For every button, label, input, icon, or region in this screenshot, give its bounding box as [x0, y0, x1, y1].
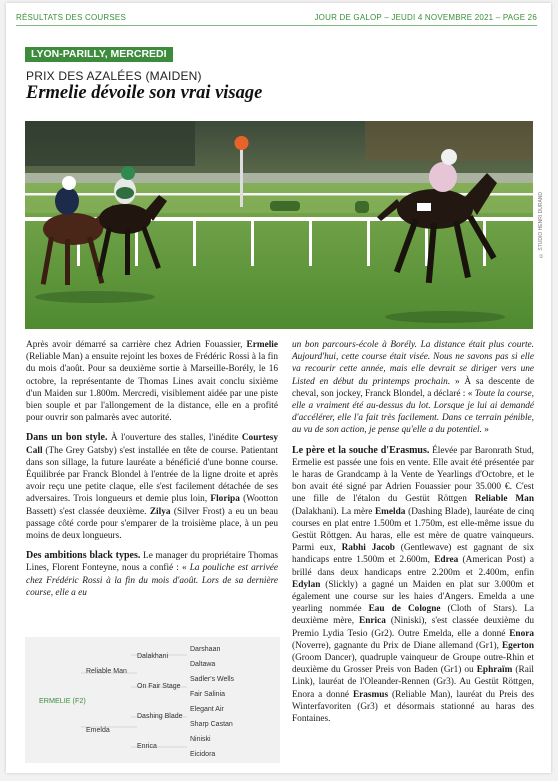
pedigree-gen2-1: Dalakhani: [137, 653, 169, 660]
pedigree-gen2-2: On Fair Stage: [137, 683, 181, 690]
subhead-bon-style: Dans un bon style.: [26, 432, 108, 444]
pedigree-gen3-7: Niniski: [190, 736, 211, 743]
publication-info: JOUR DE GALOP – JEUDI 4 NOVEMBRE 2021 – PAGE 26: [314, 13, 537, 22]
magazine-page: [6, 3, 551, 773]
pedigree-gen3-8: Eicidora: [190, 751, 216, 758]
pedigree-dam: Emelda: [86, 727, 110, 734]
race-name: PRIX DES AZALÉES (MAIDEN): [26, 69, 202, 83]
subhead-pere-souche: Le père et la souche d'Erasmus.: [292, 444, 430, 456]
pedigree-gen2-4: Enrica: [137, 743, 157, 750]
pedigree-sire: Reliable Man: [86, 668, 127, 675]
page-header: [16, 13, 537, 27]
paragraph-pedigree: Le père et la souche d'Erasmus. Élevée par Baronrath Stud, Ermelie est passée une fois en vente. Elle avait été présentée par le haras de Grandcamp à la Vente de Yearlings d'Octobre, et le bon avait été signé par Adrien Fouassier pour 35.000 €. C'est une fille de l'étalon du Gestüt Röttgen Reliable Man (Dalakhani). La mère Emelda (Dashing Blade), lauréate de cinq courses en plat entre 1.500m et 1.750m, est elle-même issue du Gestüt Röttgen. Au haras, elle est mère de quatre vainqueurs. Parmi eux, Rabhi Jacob (Gentlewave) est gagnant de six handicaps entre 1.500m et 2.600m, Edrea (American Post) a brillé dans deux handicaps entre 2.200m et 2.400m, enfin Edylan (Slickly) a gagné un Maiden en plat sur 3.000m et également une course sur les haies d'Angers. Emelda a une yearling nommée Eau de Cologne (Cloth of Stars). La deuxième mère, Enrica (Niniski), s'est classée deuxième du Premio Lydia Tesio (Gr2). Outre Emelda, elle a donné Enora (Noverre), gagnante du Prix de Diane allemand (Gr1), Egerton (Groom Dancer), quadruple vainqueur de Groupe outre-Rhin et deuxième du Grosser Preis von Baden (Gr1) ou Ephraïm (Rail Link), lauréat de l'Oleander-Rennen (Gr3). Au Gestüt Röttgen, Enora a donné Erasmus (Reliable Man), lauréat du Preis des Winterfavoriten (Gr3) et désormais stationné au haras des Fontaines.: [292, 444, 535, 725]
pedigree-gen3-1: Darshaan: [190, 646, 221, 653]
article-column-1: [26, 339, 278, 607]
section-label: RÉSULTATS DES COURSES: [16, 13, 126, 22]
pedigree-gen3-6: Sharp Castan: [190, 721, 233, 728]
pedigree-gen3-3: Sadler's Wells: [190, 676, 234, 683]
paragraph-quotes: un bon parcours-école à Borély. La distance était plus courte. Aujourd'hui, cette course était visée. Nous ne savons pas si elle va recourir cette année, mais elle devrait se diriger vers une Listed en début du printemps prochain. » À sa descente de cheval, son jockey, Franck Blondel, a déclaré : « Toute la course, elle a vraiment été au-dessus du lot. Lorsque je lui ai demandé d'accélérer, elle l'a fait très facilement. Dans ce terrain pénible, au vu de son action, je pense qu'elle a du potentiel. »: [292, 340, 535, 436]
pedigree-table: [25, 637, 280, 763]
paragraph-race: Dans un bon style. À l'ouverture des stalles, l'inédite Courtesy Call (The Grey Gatsby) s'est installée en tête de course. Patientant dans son sillage, la future lauréate a bénéficié d'une bonne course. Équilibrée par Franck Blondel à l'entrée de la ligne droite et après avoir reçu une petite claque, elle s'est facilement détachée de ses adversaires. Trois longueurs et demie plus loin, Floripa (Wootton Bassett) s'est classée deuxième. Zilya (Silver Frost) a eu un beau passage côté corde pour s'emparer de la troisième place, à un peu moins de deux longueurs.: [26, 432, 278, 542]
headline: Ermelie dévoile son vrai visage: [26, 83, 263, 103]
location-kicker: LYON-PARILLY, MERCREDI: [25, 47, 173, 62]
subhead-ambitions: Des ambitions black types.: [26, 550, 141, 562]
pedigree-gen3-5: Elegant Air: [190, 706, 224, 713]
pedigree-horse: ERMELIE (F2): [39, 696, 86, 705]
article-column-2: [292, 339, 534, 733]
paragraph-intro: Après avoir démarré sa carrière chez Adrien Fouassier, Ermelie (Reliable Man) a ensuite rejoint les boxes de Frédéric Rossi à la fin du mois d'août. Pour sa deuxième sortie à Marseille-Borély, le 16 octobre, la représentante de Thomas Lines avait conclu sixième d'un Maiden sur 1.800m. Mercredi, visiblement aidée par une piste bien souple et par l'allongement de la distance, elle en a profité pour ouvrir son palmarès avec autorité.: [26, 340, 278, 424]
header-rule: [16, 25, 537, 26]
pedigree-gen3-4: Fair Salinia: [190, 691, 226, 698]
race-photo: [25, 121, 533, 329]
photo-credit: © STUDIO HENRI DURAND: [538, 192, 544, 259]
pedigree-gen3-2: Daltawa: [190, 661, 216, 668]
paragraph-ambitions: Des ambitions black types. Le manager du propriétaire Thomas Lines, Florent Fonteyne, nous a confié : « La pouliche est arrivée chez Frédéric Rossi à la fin du mois d'août. Lors de sa dernière course, elle a eu: [26, 550, 278, 598]
pedigree-gen2-3: Dashing Blade: [137, 713, 183, 720]
